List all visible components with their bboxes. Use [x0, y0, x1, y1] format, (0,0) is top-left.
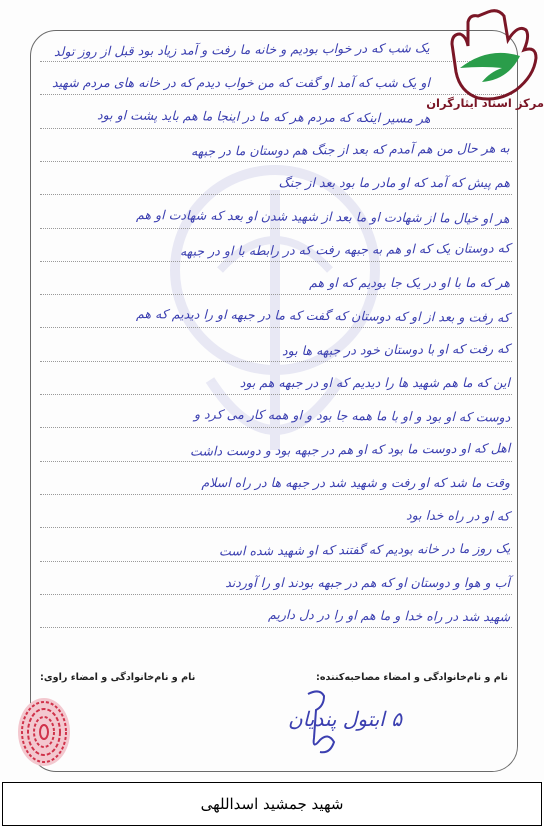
ruled-line [40, 161, 512, 162]
ruled-line [40, 494, 512, 495]
ruled-line [40, 261, 512, 262]
ruled-line [40, 527, 512, 528]
interviewer-label: نام و نام‌خانوادگی و امضاء مصاحبه‌کننده: [315, 672, 508, 683]
signature-area [8, 688, 402, 776]
handwritten-line: هر مسیر اینکه که مردم هر که ما در اینجا ما هم باید پشت او بود [96, 106, 431, 126]
ruled-line [40, 594, 512, 595]
ruled-line [40, 461, 512, 462]
handwritten-line: که رفت و بعد از او که دوستان که گفت که ما در جبهه او را دیدیم که هم [136, 306, 511, 326]
handwritten-line: دوست که او بود و او با ما همه جا بود و او همه کار می کرد و [193, 406, 511, 425]
handwritten-line: اهل که او دوست ما بود که او هم در جبهه بود و دوست داشت [189, 439, 511, 459]
handwritten-line: آب و هوا و دوستان او که هم در جبهه بودند او را آوردند [225, 574, 510, 590]
ruled-line [40, 427, 512, 428]
fingerprint-icon [18, 698, 70, 766]
handwritten-line: وقت ما شد که او رفت و شهید شد در جبهه ها در راه اسلام [201, 474, 510, 490]
caption-text: شهید جمشید اسداللهی [200, 795, 344, 813]
ruled-line [40, 228, 512, 229]
ruled-line [40, 327, 512, 328]
handwritten-line: هم پیش که آمد که او مادر ما بود بعد از جنگ [278, 175, 510, 191]
ruled-line [40, 194, 512, 195]
ruled-line [40, 627, 512, 628]
handwritten-line: که دوستان یک که او هم به جبهه رفت که در رابطه با او در جبهه [179, 240, 511, 259]
handwritten-line: به هر حال من هم آمدم که بعد از جنگ هم دوستان ما در جبهه [191, 140, 511, 159]
handwritten-line: این که ما هم شهید ها را دیدیم که او در جبهه هم بود [239, 375, 510, 390]
ruled-line [40, 361, 512, 362]
ruled-line [40, 128, 512, 129]
ruled-line [40, 561, 512, 562]
narrator-label: نام و نام‌خانوادگی و امضاء راوی: [40, 672, 196, 683]
handwritten-line: یک روز ما در خانه بودیم که گفتند که او شهید شده است [218, 539, 511, 559]
handwritten-line: یک شب که در خواب بودیم و خانه ما رفت و آمد زیاد بود قبل از روز تولد [54, 40, 431, 59]
narrator-signature: ۵ ابتول پندیان [288, 707, 402, 731]
handwritten-line: او یک شب که آمد او گفت که من خواب دیدم که در خانه های مردم شهید [51, 75, 430, 91]
ruled-line [40, 294, 512, 295]
handwritten-line: که او در راه خدا بود [406, 507, 511, 524]
ruled-line [40, 394, 512, 395]
handwritten-line: هر که ما با او در یک جا بودیم که او هم [309, 275, 510, 291]
caption-box [2, 782, 542, 826]
logo-title: مرکز اسناد ایثارگران [426, 96, 544, 110]
handwritten-line: هر او خیال ما از شهادت او ما بعد از شهید شدن او بعد که شهادت او هم [136, 206, 511, 226]
handwritten-line: که رفت که او با دوستان خود در جبهه ها بود [282, 340, 511, 358]
handwritten-line: شهید شد در راه خدا و ما هم او را در دل داریم [267, 606, 511, 625]
